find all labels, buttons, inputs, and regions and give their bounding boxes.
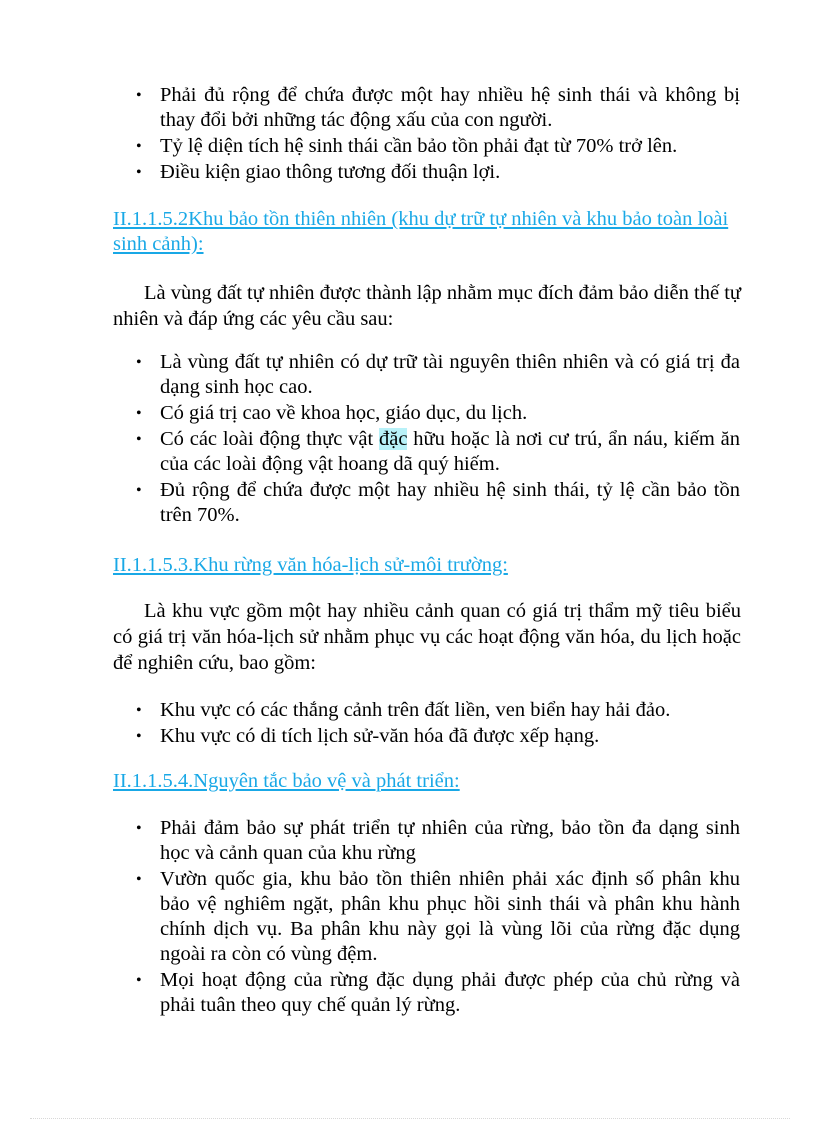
top-bullet-list	[0, 83, 816, 186]
list-item: • Mọi hoạt động của rừng đặc dụng phải được phép của chủ rừng và phải tuân theo quy chế quản lý rừng.	[136, 969, 740, 1016]
page-bottom-dotted-rule	[30, 1118, 790, 1119]
list-item: • Khu vực có di tích lịch sử-văn hóa đã được xếp hạng.	[136, 725, 600, 747]
list-item: • Có các loài động thực vật đặc hữu hoặc là nơi cư trú, ẩn náu, kiếm ăn của các loài động vật hoang dã quý hiếm.	[136, 428, 740, 475]
bullet-icon: •	[136, 138, 142, 155]
list-item: • Đủ rộng để chứa được một hay nhiều hệ sinh thái, tỷ lệ cần bảo tồn trên 70%.	[136, 479, 740, 526]
section-heading-4[interactable]: II.1.1.5.4.Nguyên tắc bảo vệ và phát triển:	[113, 770, 460, 792]
bullet-icon: •	[136, 354, 142, 371]
list-item: • Vườn quốc gia, khu bảo tồn thiên nhiên phải xác định số phân khu bảo vệ nghiêm ngặt, phân khu phục hồi sinh thái và phân khu hành chính dịch vụ. Ba phân khu này gọi là vùng lõi của rừng đặc dụng ngoài ra còn có vùng đệm.	[136, 868, 740, 965]
section-4-bullet-list	[0, 816, 816, 1019]
list-item: • Là vùng đất tự nhiên có dự trữ tài nguyên thiên nhiên và có giá trị đa dạng sinh học cao.	[136, 351, 740, 398]
bullet-icon: •	[136, 820, 142, 837]
bullet-icon: •	[136, 164, 142, 181]
section-2-intro: Là vùng đất tự nhiên được thành lập nhằm mục đích đảm bảo diễn thế tự nhiên và đáp ứng các yêu cầu sau:	[113, 282, 741, 330]
section-2-bullet-list	[0, 350, 816, 529]
list-item: • Phải đủ rộng để chứa được một hay nhiều hệ sinh thái và không bị thay đổi bởi những tác động xấu của con người.	[136, 84, 740, 131]
list-item: • Phải đảm bảo sự phát triển tự nhiên của rừng, bảo tồn đa dạng sinh học và cảnh quan của khu rừng	[136, 817, 740, 864]
section-3-bullet-list	[0, 698, 816, 750]
highlighted-word: đặc	[379, 428, 408, 450]
bullet-icon: •	[136, 702, 142, 719]
list-item: • Tỷ lệ diện tích hệ sinh thái cần bảo tồn phải đạt từ 70% trở lên.	[136, 135, 678, 157]
section-heading-2[interactable]: II.1.1.5.2Khu bảo tồn thiên nhiên (khu dự trữ tự nhiên và khu bảo toàn loài sinh cảnh):	[113, 208, 729, 255]
bullet-icon: •	[136, 972, 142, 989]
list-item: • Điều kiện giao thông tương đối thuận lợi.	[136, 161, 501, 183]
section-3-intro: Là khu vực gồm một hay nhiều cảnh quan có giá trị thẩm mỹ tiêu biểu có giá trị văn hóa-lịch sử nhằm phục vụ các hoạt động văn hóa, du lịch hoặc để nghiên cứu, bao gồm:	[113, 600, 741, 674]
list-item: • Khu vực có các thắng cảnh trên đất liền, ven biển hay hải đảo.	[136, 699, 671, 721]
bullet-icon: •	[136, 431, 142, 448]
bullet-icon: •	[136, 728, 142, 745]
list-item: • Có giá trị cao về khoa học, giáo dục, du lịch.	[136, 402, 528, 424]
bullet-icon: •	[136, 87, 142, 104]
section-heading-3[interactable]: II.1.1.5.3.Khu rừng văn hóa-lịch sử-môi trường:	[113, 554, 508, 576]
bullet-icon: •	[136, 871, 142, 888]
bullet-icon: •	[136, 405, 142, 422]
bullet-icon: •	[136, 482, 142, 499]
